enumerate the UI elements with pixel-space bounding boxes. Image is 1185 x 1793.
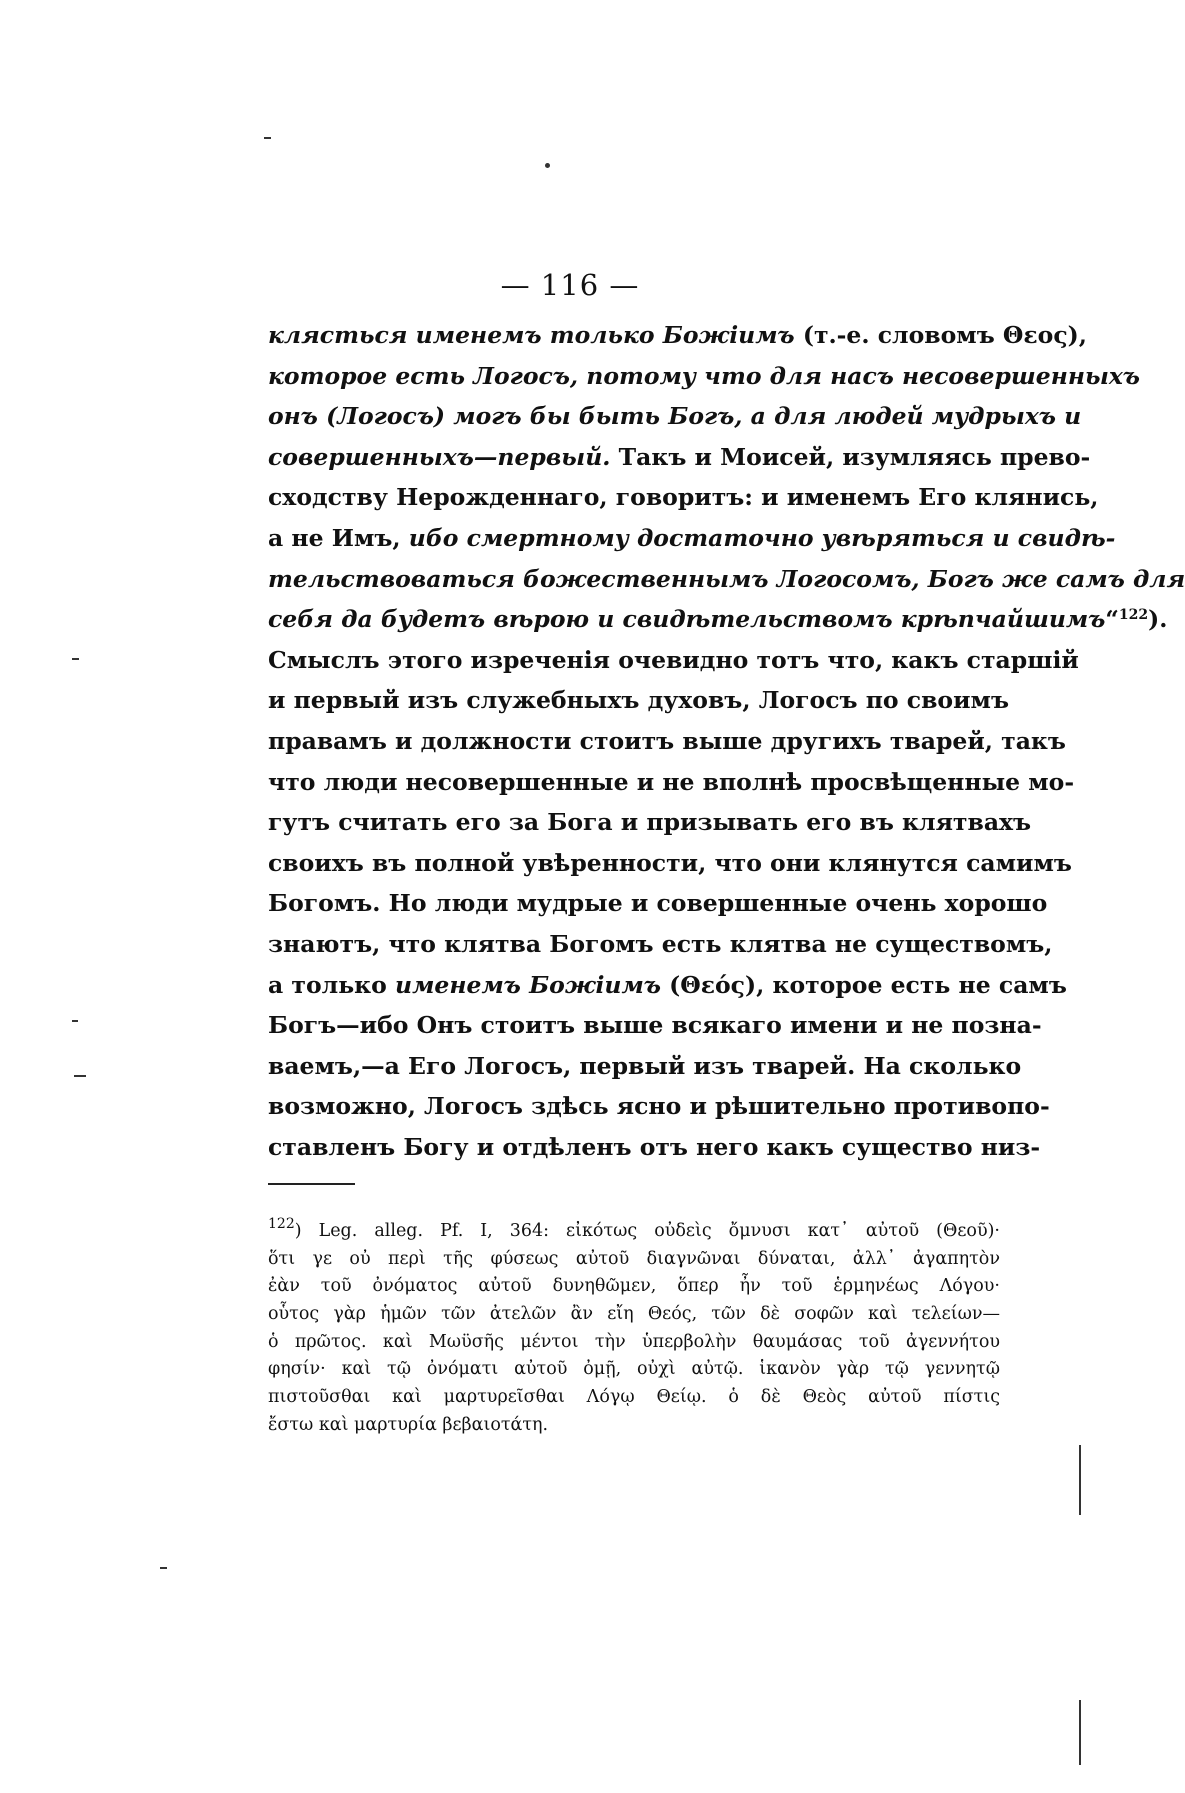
footnote-text: ) Leg. alleg. Pf. I, 364: εἰκότως οὐδεὶς ὄμνυσι κατ᾽ αὐτοῦ (Θεοῦ)· bbox=[294, 1221, 1000, 1241]
page-number: — 116 — bbox=[500, 268, 640, 302]
footnote-reference: 122 bbox=[1118, 607, 1149, 624]
text-line bbox=[268, 559, 1185, 600]
text-span: (Θεός), которое есть не самъ bbox=[660, 970, 1067, 999]
text-line bbox=[268, 437, 1091, 478]
scan-speck bbox=[74, 1075, 86, 1077]
text-line bbox=[268, 1127, 1041, 1168]
scan-edge-line bbox=[1079, 1445, 1081, 1515]
text-line bbox=[268, 315, 1087, 356]
text-span: а только bbox=[268, 970, 395, 999]
footnote-text: πιστοῦσθαι καὶ μαρτυρεῖσθαι Λόγῳ Θείῳ. ὁ δὲ Θεὸς αὐτοῦ πίστις bbox=[268, 1387, 1000, 1408]
text-line bbox=[268, 680, 1009, 721]
text-line bbox=[268, 843, 1072, 884]
text-line bbox=[268, 396, 1082, 437]
text-span: Смыслъ этого изреченія очевидно тотъ что, какъ старшій bbox=[268, 645, 1079, 674]
body-text bbox=[268, 315, 1185, 1167]
italic-text: себя да будетъ вѣрою и свидѣтельствомъ крѣпчайшимъ bbox=[268, 605, 1106, 634]
text-line bbox=[268, 924, 1053, 965]
footnote-text: ὁ πρῶτος. καὶ Μωϋσῆς μέντοι τὴν ὑπερβολὴν θαυμάσας τοῦ ἀγεννήτου bbox=[268, 1331, 1000, 1352]
footnote-text: οὗτος γὰρ ἡμῶν τῶν ἀτελῶν ἂν εἴη Θεός, τῶν δὲ σοφῶν καὶ τελείων— bbox=[268, 1304, 1000, 1325]
text-span: “ bbox=[1105, 605, 1119, 634]
footnote-marker: 122 bbox=[268, 1216, 295, 1232]
scan-speck bbox=[72, 1020, 78, 1022]
text-span: ваемъ,—а Его Логосъ, первый изъ тварей. На сколько bbox=[268, 1051, 1022, 1080]
italic-text: тельствоваться божественнымъ Логосомъ, Богъ же самъ для bbox=[268, 564, 1185, 593]
text-span: сходству Нерожденнаго, говоритъ: и именемъ Его клянись, bbox=[268, 483, 1099, 512]
text-span: и первый изъ служебныхъ духовъ, Логосъ по своимъ bbox=[268, 686, 1009, 715]
italic-text: совершенныхъ—первый. bbox=[268, 442, 611, 471]
scan-speck bbox=[72, 658, 79, 660]
text-line bbox=[268, 965, 1067, 1006]
text-span: а не Имъ, bbox=[268, 523, 409, 552]
scan-speck bbox=[160, 1567, 167, 1569]
text-span: Такъ и Моисей, изумляясь прево- bbox=[610, 442, 1091, 471]
italic-text: ибо смертному достаточно увѣряться и свидѣ- bbox=[408, 523, 1116, 552]
text-span: гутъ считать его за Бога и призывать его въ клятвахъ bbox=[268, 808, 1032, 837]
footnote-line bbox=[268, 1301, 1000, 1329]
footnote-line bbox=[268, 1246, 1000, 1274]
text-line bbox=[268, 1046, 1022, 1087]
footnote-text: φησίν· καὶ τῷ ὀνόματι αὐτοῦ ὀμῇ, οὐχὶ αὐτῷ. ἱκανὸν γὰρ τῷ γεννητῷ bbox=[268, 1359, 1000, 1380]
text-line bbox=[268, 599, 1168, 640]
footnote-line bbox=[268, 1273, 1000, 1301]
italic-text: клясться именемъ только Божіимъ bbox=[268, 321, 795, 349]
footnote-line bbox=[268, 1384, 1000, 1412]
text-line bbox=[268, 802, 1032, 843]
italic-text: именемъ Божіимъ bbox=[395, 970, 661, 999]
text-line bbox=[268, 883, 1048, 924]
text-line bbox=[268, 1005, 1042, 1046]
footnote-divider bbox=[268, 1183, 355, 1185]
text-line bbox=[268, 762, 1075, 803]
text-line bbox=[268, 477, 1099, 518]
text-span: правамъ и должности стоитъ выше другихъ тварей, такъ bbox=[268, 726, 1066, 755]
scan-speck bbox=[545, 163, 550, 168]
text-span: Богъ—ибо Онъ стоитъ выше всякаго имени и не позна- bbox=[268, 1011, 1042, 1040]
footnote-line bbox=[268, 1218, 1000, 1246]
text-span: Богомъ. Но люди мудрые и совершенные очень хорошо bbox=[268, 889, 1048, 918]
text-span: знаютъ, что клятва Богомъ есть клятва не существомъ, bbox=[268, 929, 1053, 958]
text-span: возможно, Логосъ здѣсь ясно и рѣшительно противопо- bbox=[268, 1092, 1050, 1121]
text-span: своихъ въ полной увѣренности, что они клянутся самимъ bbox=[268, 848, 1072, 877]
text-line bbox=[268, 721, 1066, 762]
italic-text: которое есть Логосъ, потому что для насъ несовершенныхъ bbox=[268, 361, 1141, 390]
text-line bbox=[268, 518, 1116, 559]
footnote-line bbox=[268, 1329, 1000, 1357]
text-span: ). bbox=[1148, 605, 1168, 634]
text-span: что люди несовершенные и не вполнѣ просвѣщенные мо- bbox=[268, 767, 1075, 796]
footnote bbox=[268, 1218, 1000, 1440]
text-line bbox=[268, 356, 1141, 397]
text-line bbox=[268, 640, 1079, 681]
scan-speck bbox=[264, 137, 271, 139]
text-span: ставленъ Богу и отдѣленъ отъ него какъ существо низ- bbox=[268, 1132, 1041, 1161]
footnote-text: ἐὰν τοῦ ὀνόματος αὐτοῦ δυνηθῶμεν, ὅπερ ἦν τοῦ ἑρμηνέως Λόγου· bbox=[268, 1276, 1000, 1297]
footnote-text: ἔστω καὶ μαρτυρία βεβαιοτάτη. bbox=[268, 1414, 549, 1435]
text-span: (т.-е. словомъ Θεος), bbox=[794, 321, 1087, 349]
text-line bbox=[268, 1086, 1050, 1127]
footnote-text: ὅτι γε οὐ περὶ τῆς φύσεως αὐτοῦ διαγνῶναι δύναται, ἀλλ᾽ ἀγαπητὸν bbox=[268, 1248, 1000, 1269]
italic-text: онъ (Логосъ) могъ бы быть Богъ, а для людей мудрыхъ и bbox=[268, 402, 1082, 431]
footnote-line bbox=[268, 1412, 1000, 1440]
footnote-line bbox=[268, 1356, 1000, 1384]
scan-edge-line bbox=[1079, 1700, 1081, 1765]
